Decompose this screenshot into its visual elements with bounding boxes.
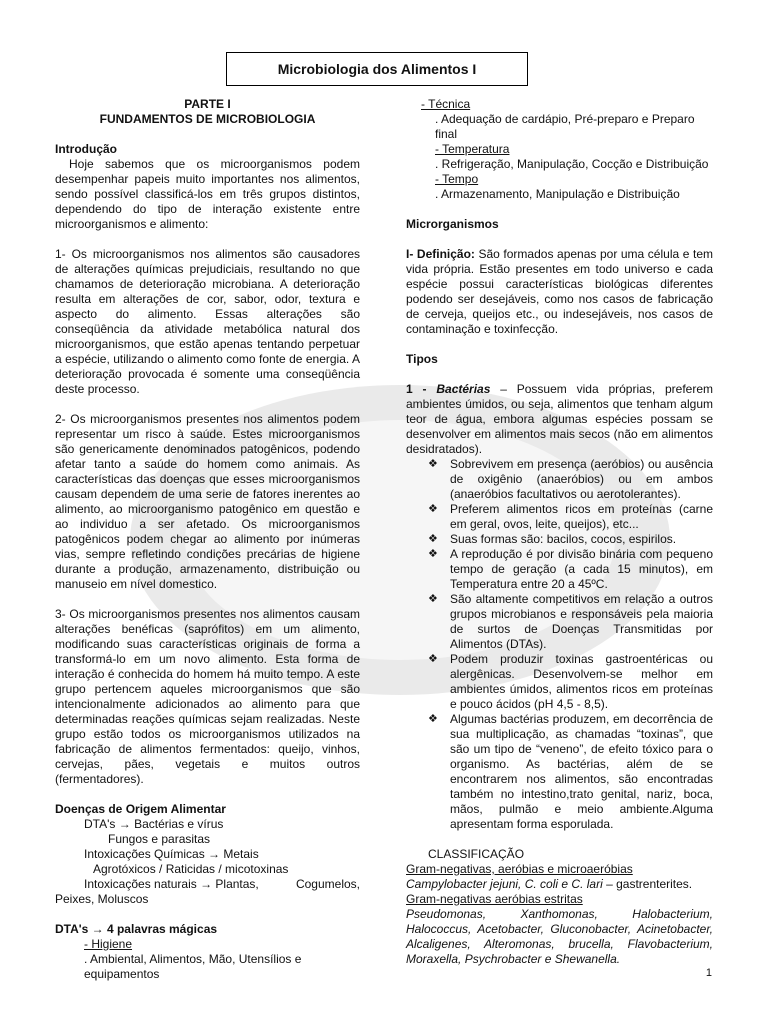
page-number: 1 (705, 967, 712, 979)
list-item: ❖ Preferem alimentos ricos em proteínas (carne em geral, ovos, leite, queijos), etc... (428, 502, 713, 532)
definicao-text: São formados apenas por uma célula e tem vida própria. Estão presentes em todo universo e cada espécie possui características biológicas diferentes podendo ser desejáveis, como nos casos de fabricação de cerveja, queijos etc., ou indesejáveis, nos casos de contaminação e toxinfecção. (406, 247, 713, 336)
higiene-label: - Higiene (84, 937, 133, 951)
bacterias-text: – Possuem vida próprias, preferem ambientes úmidos, ou seja, alimentos que tenham algum teor de água, embora algumas espécies possam se desenvolver em alimentos mais secos (não em alimentos desidratados). (406, 382, 713, 456)
dta-line: DTA's → Bactérias e vírus (84, 817, 224, 831)
dta-line: Fungos e parasitas (108, 832, 211, 846)
dta-line: Intoxicações Químicas → Metais (84, 847, 259, 861)
gram1-species: Campylobacter jejuni, C. coli e C. lari (406, 877, 603, 891)
dta-line (55, 877, 360, 892)
right-column (406, 97, 713, 967)
list-item: ❖ Algumas bactérias produzem, em decorrência de sua multiplicação, as chamadas “toxinas”, que são um tipo de “veneno”, de efeito tóxico para o organismo. As bactérias, além de se encontrarem nos alimentos, são encontradas também no intestino,trato genital, nariz, boca, mãos, pulmão e meio ambiente.Alguma apresentam forma esporulada. (428, 712, 713, 832)
dta-line: Peixes, Moluscos (55, 892, 149, 906)
dta-line: Agrotóxicos / Raticidas / micotoxinas (93, 862, 289, 876)
part-heading: PARTE I (184, 97, 231, 111)
classificacao-heading: CLASSIFICAÇÃO (428, 847, 525, 861)
tecnica-label: - Técnica (421, 97, 471, 111)
definicao-label: I- Definição: (406, 247, 475, 261)
tempo-text: . Armazenamento, Manipulação e Distribuição (435, 187, 680, 201)
bacterias-number: 1 - (406, 382, 427, 396)
temperatura-label: - Temperatura (435, 142, 510, 156)
gram2-label: Gram-negativas aeróbias estritas (406, 892, 583, 906)
gram1-label: Gram-negativas, aeróbias e microaeróbias (406, 862, 633, 876)
paragraph-3: 3- Os microorganismos presentes nos alimentos causam alterações benéficas (saprófitos) em um alimento, modificando suas características originais de forma a transformá-lo em um novo alimento. Esta forma de interação é conhecida do homem há muito tempo. A este grupo pertencem aqueles microorganismos que são intencionalmente adicionados ao alimento para que determinadas reações químicas sejam realizadas. Neste grupo estão todos os microorganismos utilizados na fabricação de alimentos fermentados: queijo, vinhos, cervejas, pães, vegetais e muitos outros (fermentadores). (55, 607, 360, 786)
temperatura-text: . Refrigeração, Manipulação, Cocção e Distribuição (435, 157, 709, 171)
paragraph-2: 2- Os microorganismos presentes nos alimentos podem representar um risco à saúde. Estes microorganismos são genericamente denominados patogênicos, podendo afetar tanto a saúde do homem como animais. As características das doenças que esses microorganismos causam dependem de uma serie de fatores inerentes ao alimento, ao microorganismo patogênico em questão e ao individuo a ser afetado. Os microorganismos patogênicos podem chegar ao alimento por inúmeras vias, sempre refletindo condições precárias de higiene durante a produção, armazenamento, distribuição ou manuseio em nível domestico. (55, 412, 360, 591)
microrganismos-heading: Microrganismos (406, 217, 499, 231)
higiene-text: . Ambiental, Alimentos, Mão, Utensílios e equipamentos (84, 952, 302, 981)
gram2-species: Pseudomonas, Xanthomonas, Halobacterium, Halococcus, Acetobacter, Gluconobacter, Acinetobacter, Alcaligenes, Alteromonas, brucella, Flavobacterium, Moraxella, Psychrobacter e Shewanella. (406, 907, 713, 966)
intro-paragraph: Hoje sabemos que os microorganismos podem desempenhar papeis muito importantes nos alimentos, sendo possível classificá-los em três grupos distintos, dependendo do tipo de interação existente entre microorganismos e alimento: (55, 157, 360, 231)
dta-line-part: Cogumelos, (295, 877, 360, 891)
document-title: Microbiologia dos Alimentos I (226, 52, 528, 86)
list-item: ❖ Podem produzir toxinas gastroentéricas ou alergênicas. Desenvolvem-se melhor em ambientes úmidos, alimentos ricos em proteínas e pouco ácidos (pH 4,5 - 8,5). (428, 652, 713, 712)
definicao-paragraph (406, 247, 713, 337)
left-column (55, 97, 360, 982)
tempo-label: - Tempo (435, 172, 479, 186)
tipos-heading: Tipos (406, 352, 438, 366)
gram1-rest: – gastrenterites. (606, 877, 693, 891)
bacterias-label: Bactérias (436, 382, 491, 396)
dta-line-part: Intoxicações naturais → Plantas, (84, 877, 259, 891)
gram1-line (406, 877, 713, 892)
paragraph-1: 1- Os microorganismos nos alimentos são causadores de alterações químicas prejudiciais, resultando no que chamamos de deterioração microbiana. A deterioração resulta em alterações de cor, sabor, odor, textura e aspecto do alimento. Essas alterações são conseqüência da atividade metabólica natural dos microorganismos, que estão apenas tentando perpetuar a espécie, utilizando o alimento como fonte de energia. A deterioração provocada é somente uma conseqüência deste processo. (55, 247, 360, 396)
list-item: ❖ Suas formas são: bacilos, cocos, espirilos. (428, 532, 713, 547)
list-item: ❖ A reprodução é por divisão binária com pequeno tempo de geração (a cada 15 minutos), em Temperatura entre 20 a 45ºC. (428, 547, 713, 592)
tecnica-text: . Adequação de cardápio, Pré-preparo e Preparo final (435, 112, 695, 141)
doencas-heading: Doenças de Origem Alimentar (55, 802, 226, 816)
list-item: ❖ São altamente competitivos em relação a outros grupos microbianos e responsáveis pela maioria de surtos de Doenças Transmitidas por Alimentos (DTAs). (428, 592, 713, 652)
palavras-heading: DTA's → 4 palavras mágicas (55, 922, 218, 936)
part-subheading: FUNDAMENTOS DE MICROBIOLOGIA (99, 112, 316, 126)
intro-heading: Introdução (55, 142, 117, 156)
bacterias-paragraph (406, 382, 713, 457)
list-item: ❖ Sobrevivem em presença (aeróbios) ou ausência de oxigênio (anaeróbios) ou em ambos (anaeróbios facultativos ou aerotolerantes). (428, 457, 713, 502)
bacterias-bullet-list (406, 457, 713, 832)
